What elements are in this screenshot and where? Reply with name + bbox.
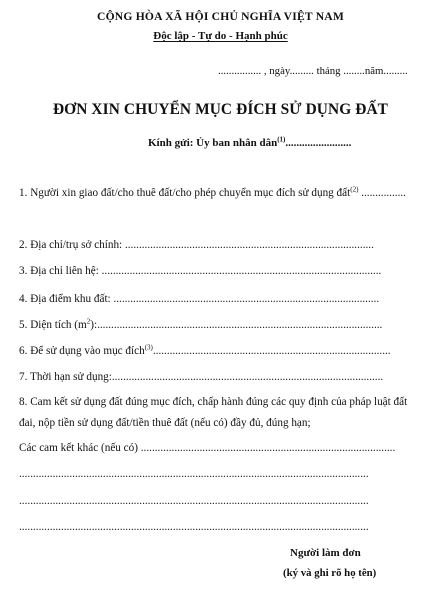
- recipient-line: [148, 135, 352, 149]
- item-2: 2. Địa chỉ/trụ sở chính: .........................................................................................: [19, 239, 374, 251]
- recipient-label: Kính gửi: Ủy ban nhân dân: [148, 137, 278, 149]
- item-5: [19, 317, 383, 331]
- item-5-text: 5. Diện tích (m: [19, 319, 87, 331]
- item-1-text: 1. Người xin giao đất/cho thuê đất/cho phép chuyển mục đích sử dụng đất: [19, 187, 351, 199]
- item-5-dots: ):......................................................................................................: [90, 319, 383, 331]
- item-5-superscript: 2: [86, 317, 91, 326]
- document-title: ĐƠN XIN CHUYỂN MỤC ĐÍCH SỬ DỤNG ĐẤT: [52, 101, 389, 118]
- date-line: ................ , ngày......... tháng ........năm.........: [218, 65, 408, 77]
- item-1-footnote: (2): [350, 185, 359, 194]
- recipient-footnote: (1): [277, 135, 286, 144]
- motto-text: Độc lập - Tự do - Hạnh phúc: [153, 30, 288, 42]
- national-header: CỘNG HÒA XÃ HỘI CHỦ NGHĨA VIỆT NAM: [97, 10, 344, 23]
- national-motto: [0, 31, 441, 42]
- signature-note: (ký và ghi rõ họ tên): [283, 567, 377, 579]
- blank-line: .............................................................................................................................: [19, 521, 369, 533]
- item-7: 7. Thời hạn sử dụng:.................................................................................................: [19, 371, 384, 383]
- blank-line: .............................................................................................................................: [19, 468, 369, 480]
- item-6-text: 6. Để sử dụng vào mục đích: [19, 345, 145, 357]
- item-6-dots: .....................................................................................: [152, 345, 391, 357]
- item-8-line-2: đai, nộp tiền sử dụng đất/tiền thuê đất (nếu có) đầy đủ, đúng hạn;: [19, 417, 311, 429]
- item-3: 3. Địa chỉ liên hệ: ....................................................................................................: [19, 265, 382, 277]
- signature-title: Người làm đơn: [290, 547, 361, 559]
- item-8-line-1: 8. Cam kết sử dụng đất đúng mục đích, chấp hành đúng các quy định của pháp luật đất: [19, 396, 408, 408]
- item-1: [19, 185, 406, 199]
- blank-line: .............................................................................................................................: [19, 495, 369, 507]
- other-commitments: Các cam kết khác (nếu có) ...........................................................................................: [19, 442, 396, 454]
- item-4: 4. Địa điểm khu đất: ...............................................................................................: [19, 293, 380, 305]
- item-6-footnote: (3): [144, 343, 153, 352]
- item-1-dots: ................: [358, 187, 406, 199]
- recipient-dots: ........................: [285, 137, 352, 149]
- item-6: [19, 343, 391, 357]
